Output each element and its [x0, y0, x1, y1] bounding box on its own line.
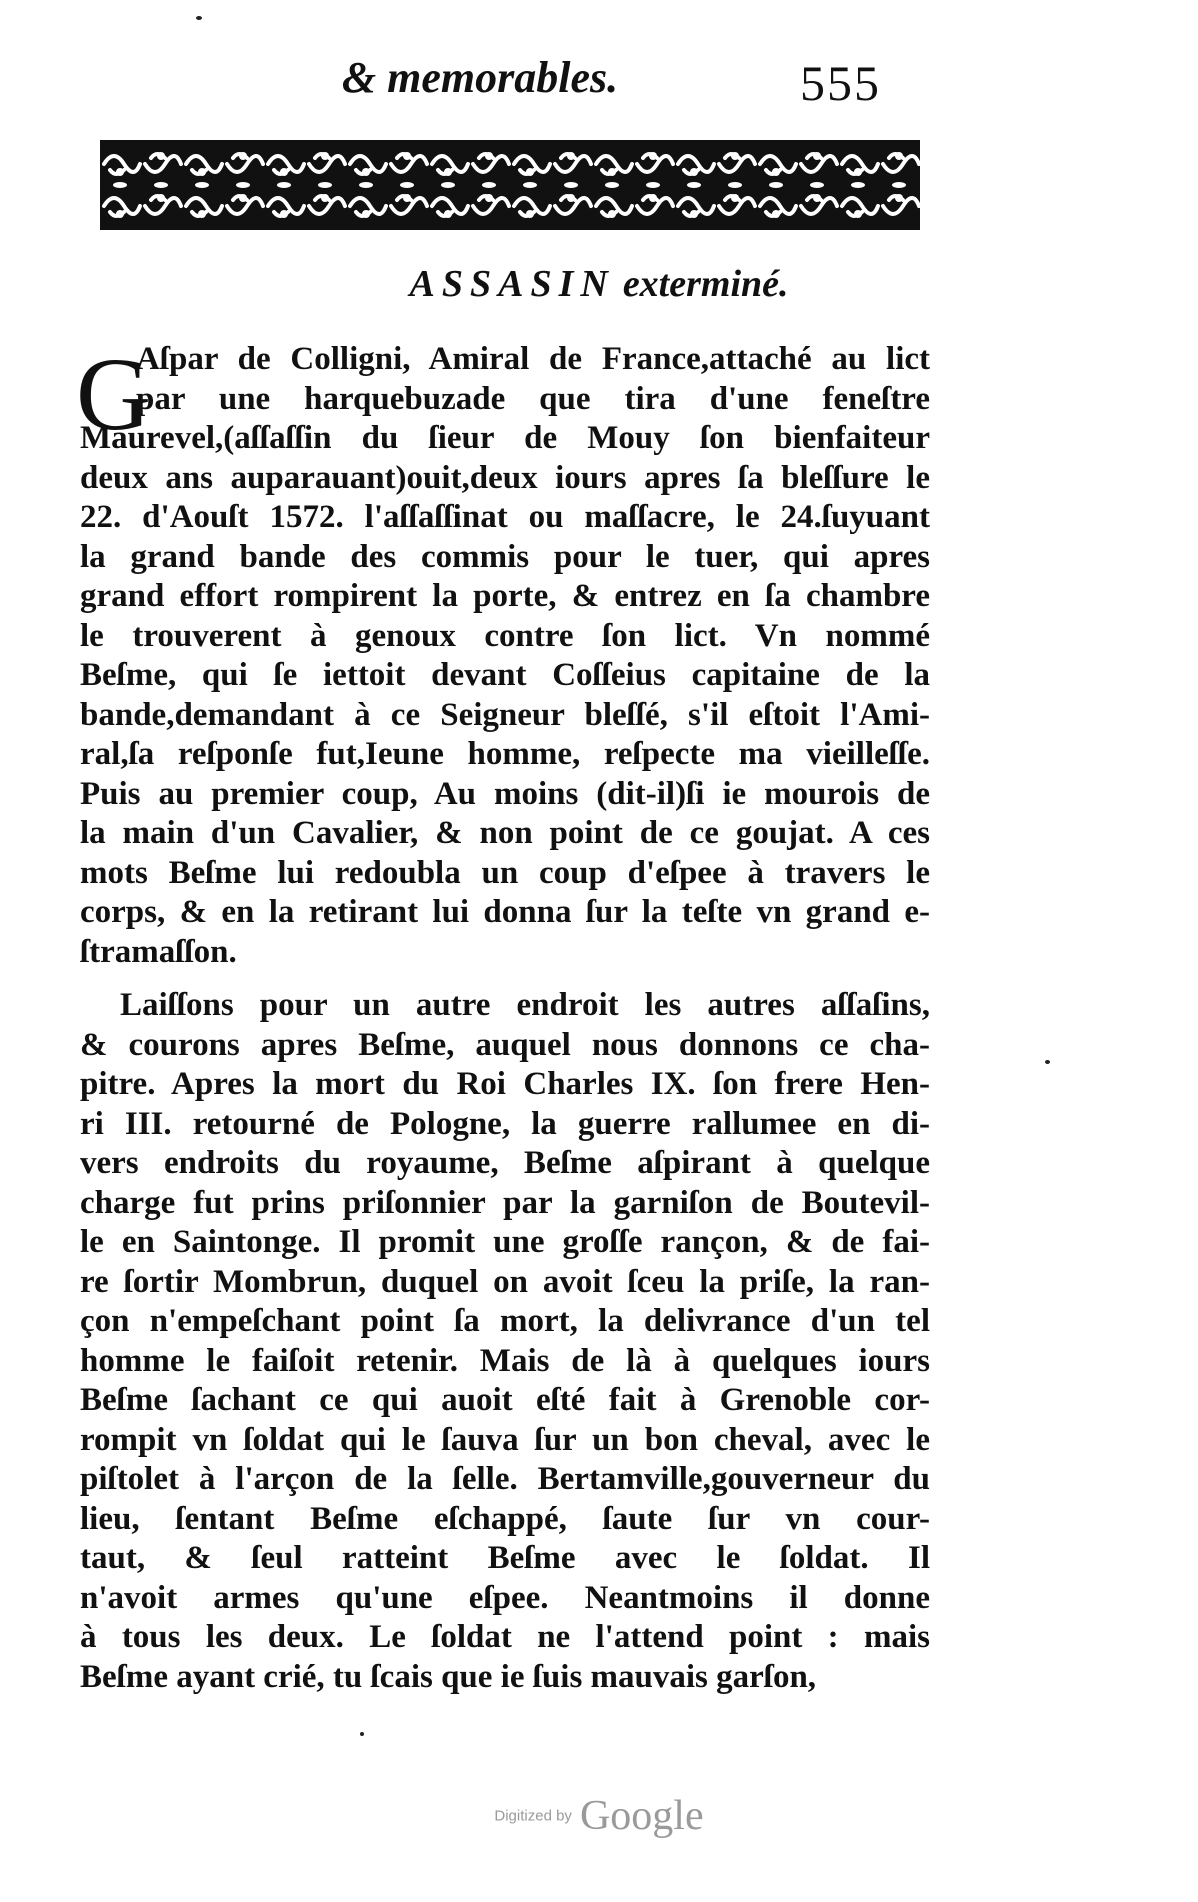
ornament-dot — [690, 168, 698, 176]
text-line: par une harquebuzade que tira d'une feneſtre — [136, 380, 930, 417]
text-line: Beſme ſachant ce qui auoit eſté fait à Grenoble cor- — [80, 1382, 930, 1418]
ornament-dot — [608, 210, 616, 218]
ornament-dot — [198, 210, 206, 218]
ornament-dot — [731, 152, 739, 160]
text-line: deux ans auparauant)ouit,deux iours apres ſa bleſſure le — [80, 459, 930, 496]
text-line: n'avoit armes qu'une eſpee. Neantmoins il donne — [80, 1579, 930, 1616]
text-line: le en Saintonge. Il promit une groſſe rançon, & de fai- — [80, 1224, 930, 1260]
ornament-dot — [772, 168, 780, 176]
ornament-dot — [280, 168, 288, 176]
ornament-dot — [403, 194, 411, 202]
text-line: vers endroits du royaume, Beſme aſpirant à quelque — [80, 1145, 930, 1181]
ornament-dot — [280, 210, 288, 218]
ornament-leaf — [236, 182, 250, 188]
ornament-dot — [239, 152, 247, 160]
text-line: rompit vn ſoldat qui le ſauva ſur un bon cheval, avec le — [80, 1421, 930, 1458]
ornament-dot — [854, 168, 862, 176]
ornament-leaf — [810, 182, 824, 188]
ornament-dot — [116, 168, 124, 176]
ornament-dot — [854, 210, 862, 218]
ornament-leaf — [851, 182, 865, 188]
text-line: la grand bande des commis pour le tuer, qui apres — [80, 538, 930, 575]
ornament-dot — [567, 194, 575, 202]
ornament-dot — [403, 152, 411, 160]
text-line: Beſme, qui ſe iettoit devant Coſſeius capitaine de la — [80, 657, 930, 693]
ornament-leaf — [728, 182, 742, 188]
ornament-leaf — [646, 182, 660, 188]
ornament-leaf — [195, 182, 209, 188]
text-line: piſtolet à l'arçon de la ſelle. Bertamville,gouverneur du — [80, 1461, 930, 1497]
ornament-leaf — [441, 182, 455, 188]
ornament-dot — [895, 194, 903, 202]
ornament-dot — [485, 152, 493, 160]
ornament-dot — [198, 168, 206, 176]
ornament-dot — [157, 194, 165, 202]
text-line: taut, & ſeul ratteint Beſme avec le ſoldat. Il — [80, 1540, 930, 1576]
text-line: corps, & en la retirant lui donna ſur la teſte vn grand e- — [80, 894, 930, 930]
text-line: Beſme ayant crié, tu ſcais que ie ſuis mauvais garſon, — [80, 1658, 817, 1695]
ornament-leaf — [482, 182, 496, 188]
ornament-dot — [239, 194, 247, 202]
ornament-leaf — [564, 182, 578, 188]
text-line: Maurevel,(aſſaſſin du ſieur de Mouy ſon bienfaiteur — [80, 420, 930, 456]
ornament-leaf — [605, 182, 619, 188]
chapter-title-main: ASSASIN — [409, 263, 615, 305]
ornament-leaf — [769, 182, 783, 188]
text-line: ſtramaſſon. — [80, 933, 237, 970]
ornament-dot — [772, 210, 780, 218]
ornament-dot — [526, 210, 534, 218]
paragraph-1 — [80, 340, 930, 972]
text-line: pitre. Apres la mort du Roi Charles IX. ſon frere Hen- — [80, 1066, 930, 1102]
ornament-leaf — [318, 182, 332, 188]
ornament-dot — [731, 194, 739, 202]
ornament-dot — [526, 168, 534, 176]
text-line: mots Beſme lui redoubla un coup d'eſpee à travers le — [80, 854, 930, 891]
ornament-dot — [485, 194, 493, 202]
ornament-dot — [690, 210, 698, 218]
drop-cap: G — [76, 337, 152, 452]
page-number: 555 — [800, 55, 881, 111]
text-line: homme le faiſoit retenir. Mais de là à quelques iours — [80, 1342, 930, 1379]
text-line: Puis au premier coup, Au moins (dit-il)ſi ie mourois de — [80, 775, 930, 812]
text-line: çon n'empeſchant point ſa mort, la delivrance d'un tel — [80, 1303, 930, 1339]
ornament-dot — [321, 194, 329, 202]
ornament-dot — [608, 168, 616, 176]
ornament-dot — [157, 152, 165, 160]
text-line: grand effort rompirent la porte, & entrez en ſa chambre — [80, 578, 930, 614]
text-line: lieu, ſentant Beſme eſchappé, ſaute ſur vn cour- — [80, 1500, 930, 1537]
ornament-leaf — [359, 182, 373, 188]
text-line: ri III. retourné de Pologne, la guerre rallumee en di- — [80, 1105, 930, 1142]
ornament-dot — [321, 152, 329, 160]
ink-speck — [1045, 1060, 1050, 1064]
ornament-leaf — [523, 182, 537, 188]
text-line: la main d'un Cavalier, & non point de ce goujat. A ces — [80, 815, 930, 851]
body-text — [80, 340, 930, 1697]
ornament-dot — [362, 168, 370, 176]
digitization-watermark — [0, 1792, 1198, 1840]
text-line: le trouverent à genoux contre ſon lict. Vn nommé — [80, 617, 930, 654]
ornament-dot — [362, 210, 370, 218]
ornament-leaf — [687, 182, 701, 188]
text-line: & courons apres Beſme, auquel nous donnons ce cha- — [80, 1026, 930, 1063]
chapter-title — [0, 262, 1198, 306]
ink-speck — [360, 1732, 364, 1736]
text-line: re ſortir Mombrun, duquel on avoit ſceu la priſe, la ran- — [80, 1263, 930, 1300]
ornament-dot — [444, 210, 452, 218]
ornament-leaf — [154, 182, 168, 188]
google-logo: Google — [579, 1793, 704, 1839]
ornament-dot — [116, 210, 124, 218]
ornament-dot — [895, 152, 903, 160]
text-line: ral,ſa reſponſe fut,Ieune homme, reſpecte ma vieilleſſe. — [80, 736, 930, 772]
ornament-dot — [649, 194, 657, 202]
ornament-dot — [567, 152, 575, 160]
text-line: Laiſſons pour un autre endroit les autres aſſaſins, — [120, 987, 930, 1023]
ornamental-band — [100, 140, 920, 230]
ornament-dot — [813, 194, 821, 202]
paragraph-2 — [80, 986, 930, 1697]
watermark-prefix: Digitized by — [494, 1807, 572, 1825]
ornament-dot — [813, 152, 821, 160]
ink-speck — [196, 16, 202, 20]
text-line: Aſpar de Colligni, Amiral de France,attaché au lict — [136, 341, 930, 377]
ornament-leaf — [113, 182, 127, 188]
text-line: bande,demandant à ce Seigneur bleſſé, s'il eſtoit l'Ami- — [80, 696, 930, 733]
running-head: & memorables. — [341, 53, 619, 102]
text-line: à tous les deux. Le ſoldat ne l'attend point : mais — [80, 1619, 930, 1655]
ornament-leaf — [892, 182, 906, 188]
ornament-leaf — [277, 182, 291, 188]
chapter-title-italic: exterminé. — [622, 263, 789, 305]
text-line: 22. d'Aouſt 1572. l'aſſaſſinat ou maſſacre, le 24.ſuyuant — [80, 499, 930, 535]
ornament-leaf — [400, 182, 414, 188]
ornament-dot — [444, 168, 452, 176]
ornament-dot — [649, 152, 657, 160]
text-line: charge fut prins priſonnier par la garniſon de Boutevil- — [80, 1184, 930, 1221]
